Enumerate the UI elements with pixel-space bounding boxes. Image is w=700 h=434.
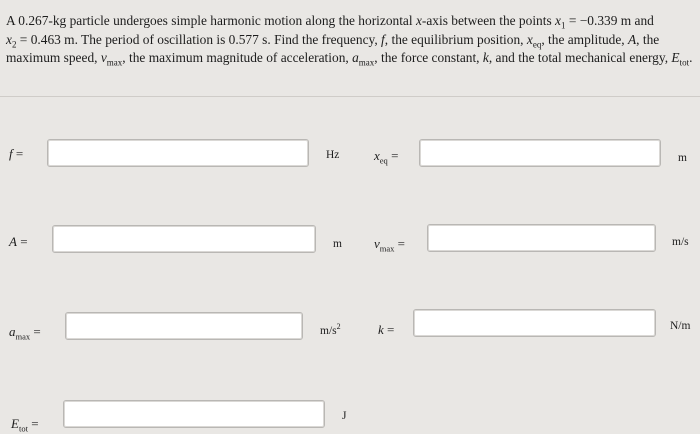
total-energy-unit: J (342, 410, 347, 422)
equilibrium-position-unit: m (678, 152, 687, 164)
amplitude-unit: m (333, 238, 342, 250)
equilibrium-position-label: $x_{eq}$ = (374, 148, 399, 166)
force-constant-unit: N/m (670, 320, 691, 332)
force-constant-input[interactable] (413, 309, 656, 337)
max-speed-unit: m/s (672, 236, 689, 248)
total-energy-label: $E_{tot}$ = (11, 416, 39, 434)
equilibrium-position-input[interactable] (419, 139, 661, 167)
frequency-input[interactable] (47, 139, 309, 167)
problem-statement: A 0.267-kg particle undergoes simple harmonic motion along the horizontal x-axis between the points $x_1 = -0.339$ m and $x_2 = 0.463$ m. The period of oscillation is 0.577 s. Find the frequency, f, the equilibrium position, $x_{eq}$, the amplitude, A, the maximum speed, $v_{max}$, the maximum magnitude of acceleration, $a_{max}$, the force constant, k, and the total mechanical energy, $E_{tot}$. (6, 13, 693, 68)
amplitude-label: A = (9, 234, 28, 249)
max-acceleration-input[interactable] (65, 312, 303, 340)
force-constant-label: k = (378, 322, 395, 337)
max-acceleration-label: $a_{max}$ = (9, 324, 41, 342)
total-energy-input[interactable] (63, 400, 325, 428)
frequency-unit: Hz (326, 149, 340, 161)
section-divider (0, 96, 700, 97)
max-acceleration-unit: $m/s^2$ (320, 322, 341, 337)
amplitude-input[interactable] (52, 225, 316, 253)
max-speed-label: $v_{max}$ = (374, 236, 406, 254)
max-speed-input[interactable] (427, 224, 656, 252)
frequency-label: f = (9, 146, 24, 161)
